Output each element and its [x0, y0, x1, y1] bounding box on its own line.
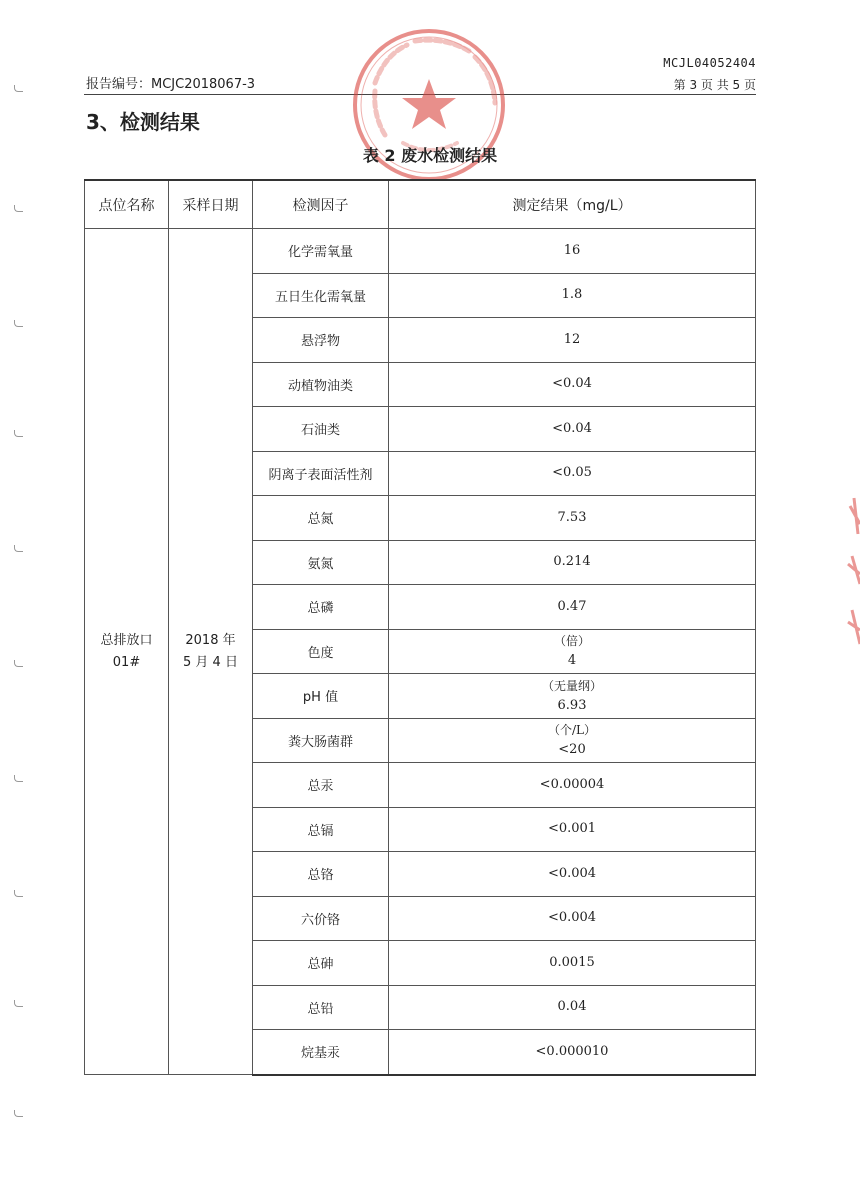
- test-factor: 五日生化需氧量: [253, 273, 389, 318]
- result-value: <0.004: [547, 865, 597, 881]
- result-value: 0.214: [553, 554, 591, 570]
- document-code: MCJL04052404: [663, 56, 756, 70]
- test-factor: 阴离子表面活性剂: [253, 451, 389, 496]
- result-value: 0.47: [557, 598, 587, 614]
- table-header-row: [85, 180, 756, 229]
- test-factor: 总汞: [253, 763, 389, 808]
- location-line-2: 01#: [112, 654, 141, 670]
- test-result: [389, 362, 756, 407]
- test-result: [389, 1030, 756, 1075]
- result-value: 6.93: [557, 697, 587, 713]
- result-value: 12: [563, 331, 581, 347]
- binding-marks: [14, 0, 24, 1183]
- test-result: [389, 585, 756, 630]
- test-factor: 总镉: [253, 807, 389, 852]
- result-value: 7.53: [557, 509, 587, 525]
- table-row: [85, 229, 756, 274]
- test-factor: 总砷: [253, 941, 389, 986]
- result-value: <0.04: [552, 376, 592, 392]
- test-result: [389, 941, 756, 986]
- test-factor: 动植物油类: [253, 362, 389, 407]
- test-factor: 总铬: [253, 852, 389, 897]
- test-result: [389, 318, 756, 363]
- header-date: 采样日期: [169, 180, 253, 229]
- result-value: <0.000010: [535, 1043, 609, 1059]
- result-value: <20: [558, 742, 586, 758]
- test-result: [389, 807, 756, 852]
- test-result: [389, 852, 756, 897]
- result-unit: （无量纲）: [541, 678, 602, 693]
- result-value: 1.8: [561, 287, 583, 303]
- test-result: [389, 451, 756, 496]
- test-factor: 总氮: [253, 496, 389, 541]
- result-unit: （倍）: [553, 634, 590, 649]
- sampling-location: [85, 229, 169, 1075]
- test-result: [389, 407, 756, 452]
- wastewater-results-table: [84, 179, 756, 1076]
- location-line-1: 总排放口: [100, 632, 153, 648]
- table-caption: 表 2 废水检测结果: [362, 146, 498, 165]
- result-unit: （个/L）: [547, 723, 596, 738]
- result-value: 0.0015: [549, 954, 595, 970]
- date-line-2: 5 月 4 日: [183, 654, 238, 670]
- date-line-1: 2018 年: [185, 632, 236, 648]
- result-value: <0.04: [552, 420, 592, 436]
- test-factor: 色度: [253, 629, 389, 674]
- test-result: [389, 496, 756, 541]
- test-result: [389, 896, 756, 941]
- test-result: [389, 229, 756, 274]
- test-factor: 粪大肠菌群: [253, 718, 389, 763]
- test-factor: 总铅: [253, 985, 389, 1030]
- result-value: <0.004: [547, 910, 597, 926]
- report-number: 报告编号：MCJC2018067-3: [86, 77, 256, 92]
- test-result: [389, 718, 756, 763]
- result-value: 0.04: [557, 999, 587, 1015]
- result-value: 4: [567, 653, 577, 669]
- header-factor: 检测因子: [253, 180, 389, 229]
- test-factor: 六价铬: [253, 896, 389, 941]
- test-factor: 氨氮: [253, 540, 389, 585]
- test-result: [389, 985, 756, 1030]
- test-factor: 总磷: [253, 585, 389, 630]
- result-value: <0.05: [552, 465, 592, 481]
- header-location: 点位名称: [85, 180, 169, 229]
- edge-seal-fragment: [828, 494, 860, 659]
- test-factor: pH 值: [253, 674, 389, 719]
- section-heading: 3、检测结果: [86, 110, 200, 134]
- test-result: [389, 540, 756, 585]
- result-value: <0.00004: [539, 776, 605, 792]
- result-value: <0.001: [547, 821, 597, 837]
- header-result: 测定结果（mg/L）: [389, 180, 756, 229]
- test-result: [389, 629, 756, 674]
- test-factor: 悬浮物: [253, 318, 389, 363]
- result-value: 16: [563, 242, 581, 258]
- test-result: [389, 674, 756, 719]
- test-result: [389, 273, 756, 318]
- test-factor: 烷基汞: [253, 1030, 389, 1075]
- test-factor: 化学需氧量: [253, 229, 389, 274]
- test-factor: 石油类: [253, 407, 389, 452]
- sampling-date: [169, 229, 253, 1075]
- test-result: [389, 763, 756, 808]
- page-info: 第 3 页 共 5 页: [673, 78, 756, 92]
